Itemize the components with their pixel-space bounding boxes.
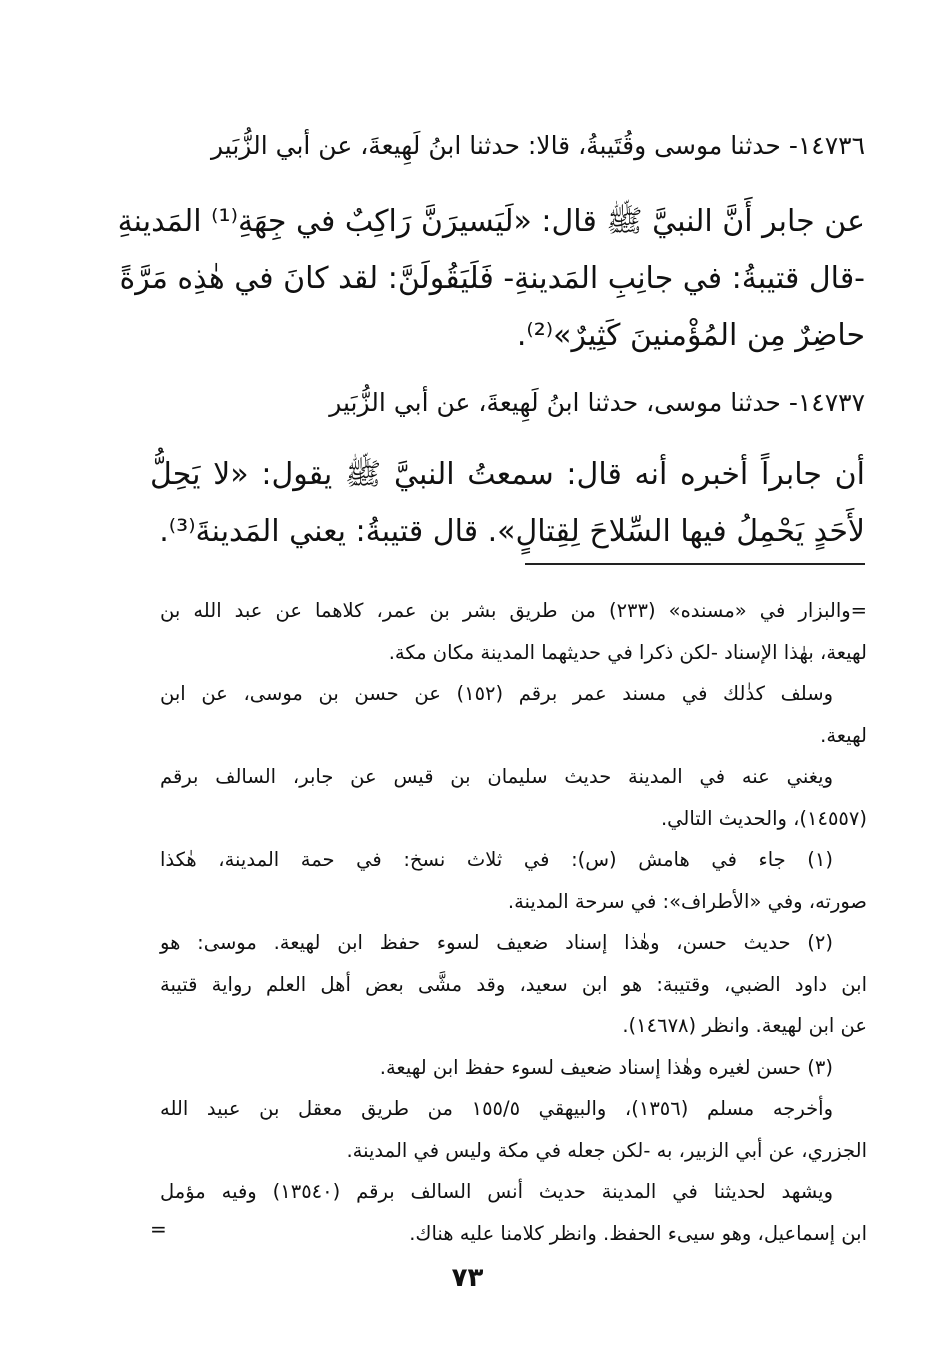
hadith-line: لأَحَدٍ يَحْمِلُ فيها السِّلاحَ لِقِتالٍ». قال قتيبةُ: يعني المَدينةَ⁽³⁾. — [159, 514, 865, 549]
footnote-separator — [525, 563, 865, 565]
footnote-line: (٢) حديث حسن، وهٰذا إسناد ضعيف لسوء حفظ ابن لهيعة. موسى: هو — [160, 931, 833, 954]
footnotes — [160, 590, 867, 1254]
footnote-line: (١٤٥٥٧)، والحديث التالي. — [660, 806, 867, 830]
footnote-line: (٣) حسن لغيره وهٰذا إسناد ضعيف لسوء حفظ ابن لهيعة. — [379, 1055, 833, 1079]
hadith-line: -قال قتيبةُ: في جانِبِ المَدينةِ- فَلَيَقُولَنَّ: لقد كانَ في هٰذِه مَرَّةً — [119, 261, 865, 296]
footnote-paragraph — [160, 1171, 867, 1254]
footnote-line: ويشهد لحديثنا في المدينة حديث أنس السالف برقم (١٣٥٤٠) وفيه مؤمل — [160, 1180, 833, 1203]
hadith-heading-14736: ١٤٧٣٦- حدثنا موسى وقُتَيبةُ، قالا: حدثنا ابنُ لَهِيعةَ، عن أبي الزُّبَير — [211, 131, 865, 160]
footnote-paragraph — [160, 756, 867, 839]
footnote-line: ابن إسماعيل، وهو سيىء الحفظ. وانظر كلامنا عليه هناك. — [409, 1221, 867, 1245]
footnote-line: ويغني عنه في المدينة حديث سليمان بن قيس عن جابر، السالف برقم — [160, 765, 833, 788]
hadith-text-14737 — [150, 446, 865, 560]
footnote-paragraph — [160, 673, 867, 756]
footnote-paragraph — [160, 1088, 867, 1171]
footnote-paragraph — [160, 590, 867, 673]
hadith-line: حاضِرٌ مِن المُؤْمنينَ كَثِيرٌ»⁽²⁾. — [516, 318, 865, 353]
footnote-line: عن ابن لهيعة. وانظر (١٤٦٧٨). — [622, 1014, 867, 1037]
page-number: ٧٣ — [451, 1263, 484, 1293]
hadith-line: عن جابر أَنَّ النبيَّ ﷺ قال: «لَيَسيرَنَّ رَاكِبٌ في جِهَةِ⁽¹⁾ المَدينةِ — [117, 204, 865, 239]
footnote-line: الجزري، عن أبي الزبير، به -لكن جعله في مكة وليس في المدينة. — [346, 1138, 867, 1162]
footnote-line: صورته، وفي «الأطراف»: في سرحة المدينة. — [507, 889, 867, 913]
footnote-3 — [160, 1047, 867, 1089]
hadith-line: أن جابراً أخبره أنه قال: سمعتُ النبيَّ ﷺ يقول: «لا يَحِلُّ — [150, 457, 865, 492]
hadith-text-14736 — [117, 193, 865, 364]
footnote-1 — [160, 839, 867, 922]
footnote-line: (١) جاء في هامش (س): في ثلاث نسخ: في حمة المدينة، هٰكذا — [160, 848, 833, 871]
continuation-mark: = — [150, 1217, 167, 1241]
hadith-heading-14737: ١٤٧٣٧- حدثنا موسى، حدثنا ابنُ لَهِيعةَ، عن أبي الزُّبَير — [329, 388, 865, 417]
footnote-line: وأخرجه مسلم (١٣٥٦)، والبيهقي ١٥٥/٥ من طريق معقل بن عبيد الله — [160, 1097, 834, 1120]
footnote-2 — [160, 922, 867, 1047]
footnote-line: وسلف كذٰلك في مسند عمر برقم (١٥٢) عن حسن بن موسى، عن ابن — [160, 682, 833, 705]
footnote-line: =والبزار في «مسنده» (٢٣٣) من طريق بشر بن عمر، كلاهما عن عبد الله بن — [160, 599, 868, 622]
footnote-line: لهيعة، بهٰذا الإسناد -لكن ذكرا في حديثهما المدينة مكان مكة. — [388, 640, 867, 664]
footnote-line: لهيعة. — [820, 723, 867, 747]
footnote-line: ابن داود الضبي، وقتيبة: هو ابن سعيد، وقد مشَّى بعض أهل العلم رواية قتيبة — [160, 972, 867, 996]
